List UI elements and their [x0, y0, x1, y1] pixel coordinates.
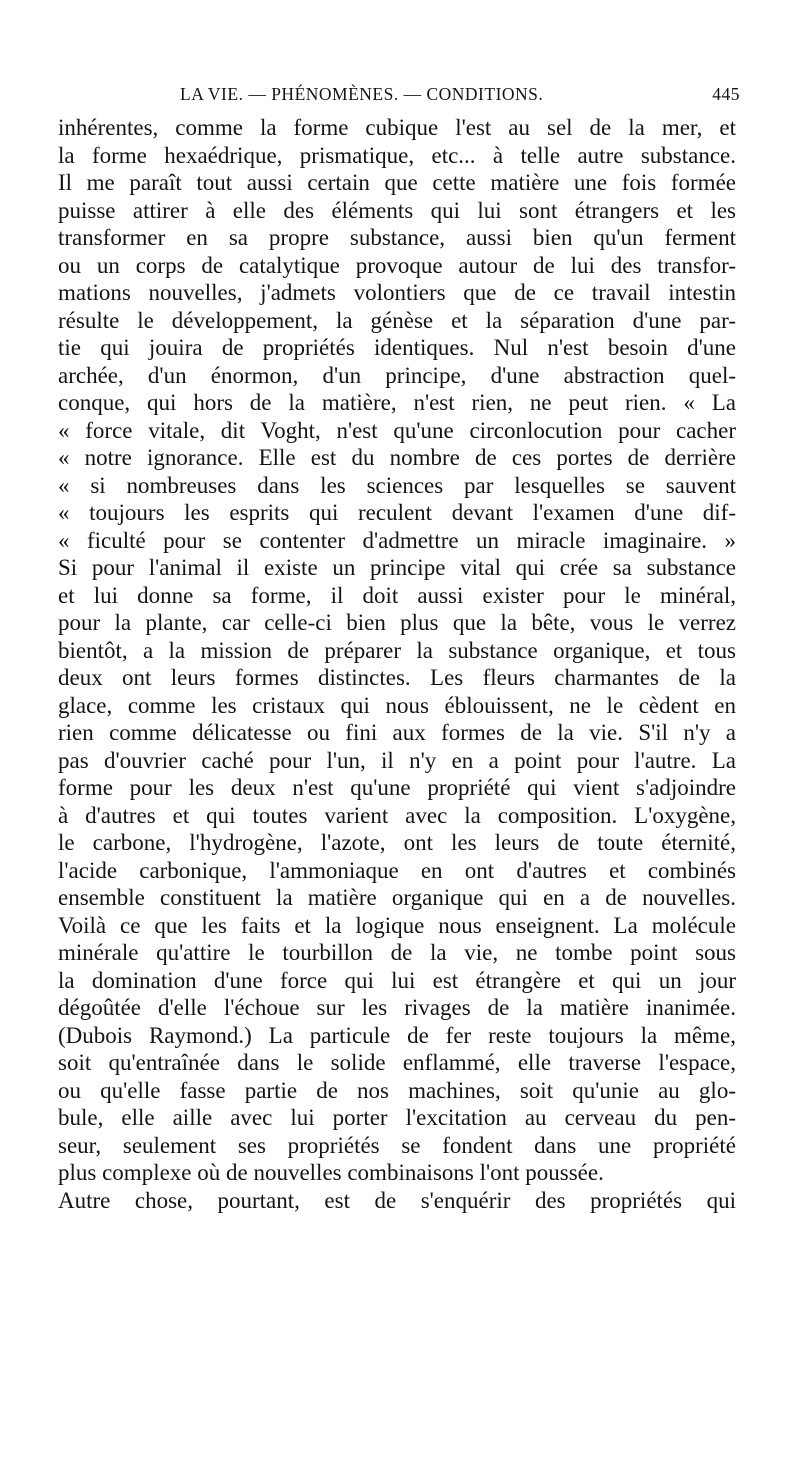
text-line: Si pour l'animal il existe un principe vital qui crée sa substance — [58, 555, 736, 580]
text-line: dégoûtée d'elle l'échoue sur les rivages de la matière inanimée. — [58, 995, 736, 1020]
text-line: la domination d'une force qui lui est étrangère et qui un jour — [58, 967, 736, 993]
text-line: « ficulté pour se contenter d'admettre un miracle imaginaire. » — [58, 527, 736, 553]
text-line: et lui donne sa forme, il doit aussi exister pour le minéral, — [58, 582, 736, 608]
text-line: ensemble constituent la matière organique qui en a de nouvelles. — [58, 885, 736, 910]
text-line: tie qui jouira de propriétés identiques. Nul n'est besoin d'une — [58, 335, 736, 360]
text-line: « notre ignorance. Elle est du nombre de ces portes de derrière — [58, 445, 736, 470]
running-title: LA VIE. — PHÉNOMÈNES. — CONDITIONS. — [180, 84, 544, 104]
text-line: résulte le développement, la génèse et la séparation d'une par- — [58, 307, 736, 333]
text-line: pour la plante, car celle-ci bien plus que la bête, vous le verrez — [58, 610, 736, 635]
text-line: « force vitale, dit Voght, n'est qu'une circonlocution pour cacher — [58, 417, 736, 443]
text-line: ou un corps de catalytique provoque autour de lui des transfor- — [58, 252, 736, 278]
text-line: mations nouvelles, j'admets volontiers que de ce travail intestin — [58, 280, 736, 305]
text-line: bientôt, a la mission de préparer la substance organique, et tous — [58, 637, 736, 663]
text-line: (Dubois Raymond.) La particule de fer reste toujours la même, — [58, 1022, 736, 1048]
text-line: forme pour les deux n'est qu'une propriété qui vient s'adjoindre — [58, 775, 736, 800]
text-line: rien comme délicatesse ou fini aux formes de la vie. S'il n'y a — [58, 720, 736, 745]
text-line: à d'autres et qui toutes varient avec la composition. L'oxygène, — [58, 802, 736, 828]
text-line: « toujours les esprits qui reculent devant l'examen d'une dif- — [58, 500, 736, 525]
text-line: archée, d'un énormon, d'un principe, d'une abstraction quel- — [58, 362, 736, 388]
text-line: glace, comme les cristaux qui nous éblouissent, ne le cèdent en — [58, 692, 736, 718]
text-line: soit qu'entraînée dans le solide enflammé, elle traverse l'espace, — [58, 1050, 736, 1075]
text-line: minérale qu'attire le tourbillon de la vie, ne tombe point sous — [58, 940, 736, 965]
text-line: « si nombreuses dans les sciences par lesquelles se sauvent — [58, 472, 736, 498]
text-line: bule, elle aille avec lui porter l'excitation au cerveau du pen- — [58, 1105, 736, 1130]
page-number: 445 — [712, 84, 740, 104]
text-line: ou qu'elle fasse partie de nos machines, soit qu'unie au glo- — [58, 1077, 736, 1103]
text-line: conque, qui hors de la matière, n'est rien, ne peut rien. « La — [58, 390, 736, 415]
text-line: pas d'ouvrier caché pour l'un, il n'y en a point pour l'autre. La — [58, 747, 736, 773]
text-line: Il me paraît tout aussi certain que cette matière une fois formée — [58, 170, 736, 195]
text-line: Voilà ce que les faits et la logique nous enseignent. La molécule — [58, 912, 736, 938]
text-line: la forme hexaédrique, prismatique, etc... à telle autre substance. — [58, 142, 736, 168]
body-text — [58, 114, 736, 1214]
text-line: puisse attirer à elle des éléments qui lui sont étrangers et les — [58, 197, 736, 223]
text-line: l'acide carbonique, l'ammoniaque en ont d'autres et combinés — [58, 857, 736, 883]
text-line: transformer en sa propre substance, aussi bien qu'un ferment — [58, 225, 736, 250]
text-line: deux ont leurs formes distinctes. Les fleurs charmantes de la — [58, 665, 736, 690]
text-line: seur, seulement ses propriétés se fondent dans une propriété — [58, 1132, 736, 1158]
text-line: Autre chose, pourtant, est de s'enquérir des propriétés qui — [58, 1187, 736, 1213]
text-line: inhérentes, comme la forme cubique l'est au sel de la mer, et — [58, 115, 736, 140]
text-line: plus complexe où de nouvelles combinaisons l'ont poussée. — [58, 1160, 604, 1185]
running-header — [180, 84, 740, 108]
text-line: le carbone, l'hydrogène, l'azote, ont les leurs de toute éternité, — [58, 830, 736, 855]
